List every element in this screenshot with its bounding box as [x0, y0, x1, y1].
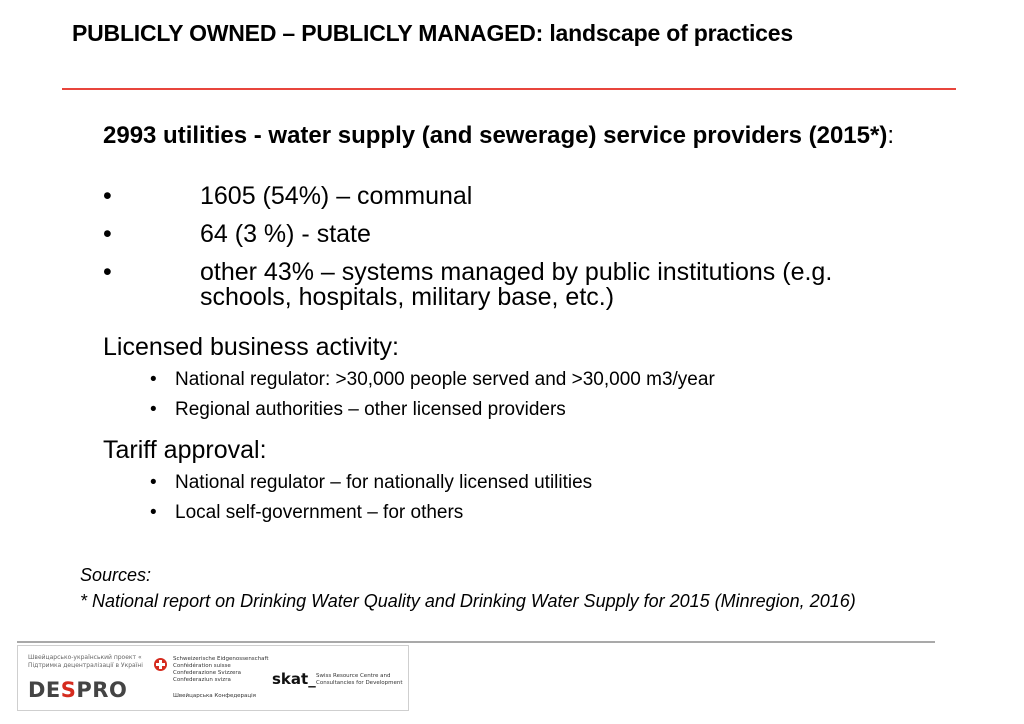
licensed-heading: Licensed business activity:	[103, 333, 399, 361]
sources-label: Sources:	[80, 565, 152, 585]
utility-breakdown-list	[103, 184, 923, 323]
tariff-heading: Tariff approval:	[103, 436, 267, 464]
list-item-text: National regulator: >30,000 people served and >30,000 m3/year	[175, 369, 715, 390]
list-item	[150, 365, 715, 395]
bullet-icon: •	[150, 369, 157, 390]
swiss-confederation-ua: Швейцарська Конфедерація	[173, 693, 256, 699]
list-item-text: National regulator – for nationally licensed utilities	[175, 472, 593, 493]
page-title: PUBLICLY OWNED – PUBLICLY MANAGED: landscape of practices	[72, 20, 793, 46]
list-item	[150, 498, 592, 528]
bullet-icon: •	[103, 258, 112, 286]
sources-note: * National report on Drinking Water Quality and Drinking Water Supply for 2015 (Minregion, 2016)	[80, 591, 856, 611]
list-item	[103, 184, 923, 209]
footer-logos	[17, 645, 409, 711]
list-item-text: Local self-government – for others	[175, 502, 464, 523]
list-item-text: 64 (3 %) - state	[200, 220, 371, 248]
despro-logo: DESPRO	[28, 678, 128, 702]
list-item	[150, 468, 592, 498]
licensed-list	[150, 365, 715, 425]
list-item	[150, 395, 715, 425]
bullet-icon: •	[103, 220, 112, 248]
skat-logo: skat_	[272, 670, 316, 688]
bullet-icon: •	[150, 502, 157, 523]
bullet-icon: •	[150, 472, 157, 493]
despro-caption: Швейцарсько-український проект « Підтримка децентралізації в Україні	[28, 654, 143, 669]
title-underline	[62, 88, 956, 90]
bullet-icon: •	[150, 399, 157, 420]
headline-text: 2993 utilities - water supply (and sewerage) service providers (2015*)	[103, 122, 888, 149]
list-item-text: 1605 (54%) – communal	[200, 182, 473, 210]
swiss-confederation-text: Schweizerische Eidgenossenschaft Confédération suisse Confederazione Svizzera Confederaziun svizra	[173, 656, 269, 683]
skat-caption: Swiss Resource Centre and Consultancies for Development	[316, 673, 403, 686]
list-item-text: other 43% – systems managed by public institutions (e.g. schools, hospitals, military base, etc.)	[200, 258, 833, 311]
headline	[103, 122, 923, 149]
bullet-icon: •	[103, 182, 112, 210]
swiss-flag-icon	[154, 658, 167, 671]
sources-block	[80, 562, 856, 614]
footer-divider	[17, 641, 935, 643]
list-item	[103, 222, 923, 247]
list-item	[103, 260, 923, 310]
headline-colon: :	[887, 122, 895, 149]
list-item-text: Regional authorities – other licensed providers	[175, 399, 566, 420]
tariff-list	[150, 468, 592, 528]
